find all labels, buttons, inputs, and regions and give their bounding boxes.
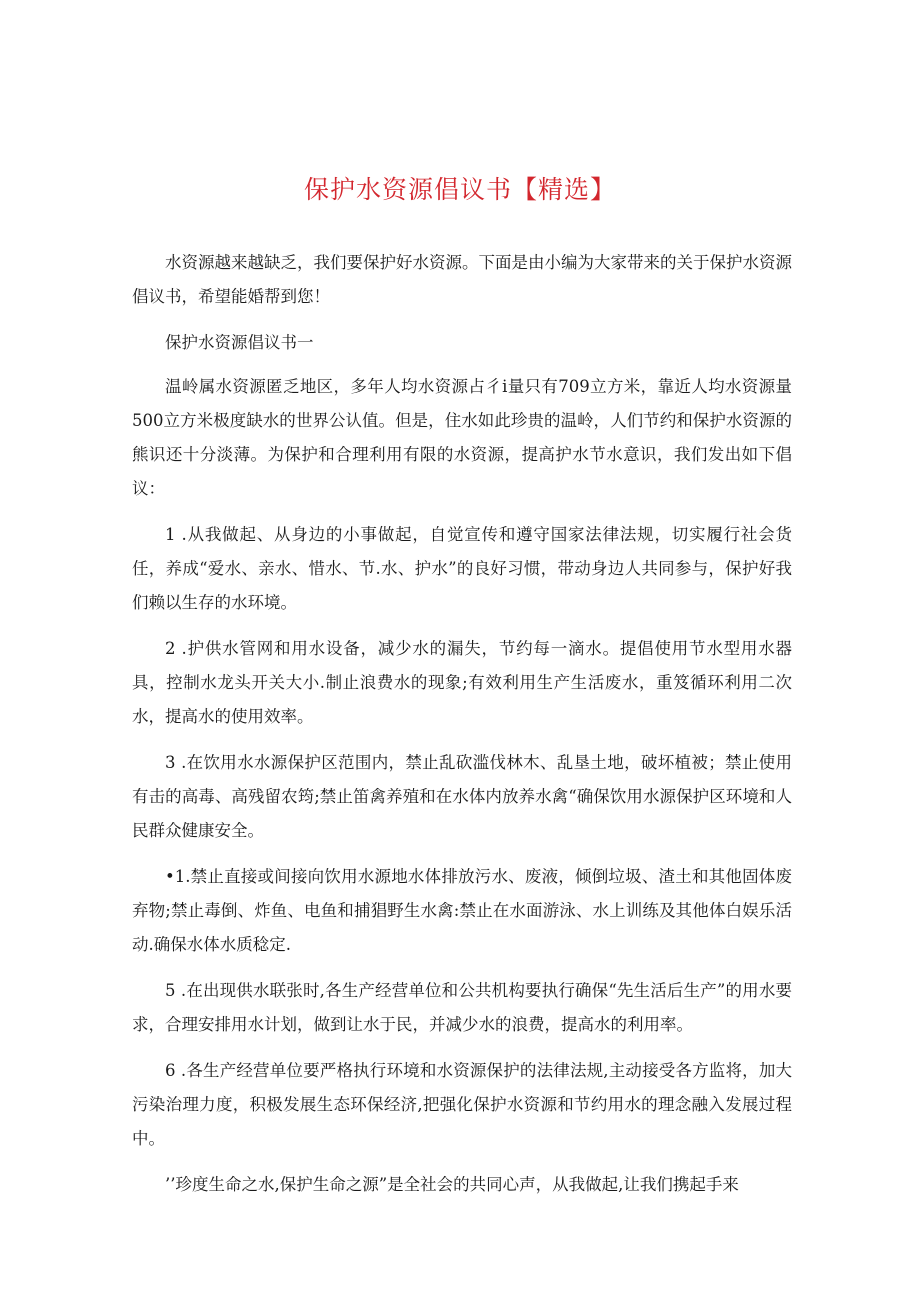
closing-paragraph: ’’珍度生命之水,保护生命之源”是全社会的共同心声，从我做起,让我们携起手来 [165, 1175, 739, 1194]
proposal-item-4: •1.禁止直接或间接向饮用水源地水体排放污水、废液，倾倒垃圾、渣土和其他固体废弃物;禁止毒倒、炸鱼、电鱼和捕猖野生水禽:禁止在水面游泳、水上训练及其他体白娱乐活动.确保水体水质稔定. [132, 867, 792, 954]
document-title: 保护水资源倡议书【精选】 [303, 175, 616, 204]
proposal-item-2: 2 .护供水管网和用水设备，减少水的漏失，节约每一滴水。提倡使用节水型用水器具，控制水龙头开关大小.制止浪费水的现象;有效利用生产生活废水，重笈循环利用二次水，提高水的使用效率。 [132, 639, 792, 726]
intro-paragraph: 水资源越来越缺乏，我们要保护好水资源。下面是由小编为大家带来的关于保护水资源倡议书，希望能婚帮到您！ [132, 253, 792, 306]
document-body [132, 246, 792, 1214]
proposal-item-1: 1 .从我做起、从身边的小事做起，自觉宣传和遵守国家法律法规，切实履行社会货任，养成“爱水、亲水、惜水、节.水、护水”的良好习惯，带动身边人共同参与，保护好我们赖以生存的水环境。 [132, 525, 792, 612]
proposal-item-5: 5 .在出现供水联张时,各生产经营单位和公共机构要执行确保“先生活后生产”的用水要求，合理安排用水计划，做到让水于民，并减少水的浪费，提高水的利用率。 [132, 981, 792, 1034]
proposal-item-6: 6 .各生产经营单位要严格执行环境和水资源保护的法律法规,主动接受各方监将，加大污染治理力度，积极发展生态环保经济,把强化保护水资源和节约用水的理念融入发展过程中。 [132, 1061, 792, 1148]
background-paragraph: 温岭属水资源匿乏地区，多年人均水资源占彳i量只有709立方米，靠近人均水资源量500立方米极度缺水的世界公认值。但是，住水如此珍贵的温岭，人们节约和保护水资源的熊识还十分淡薄。为保护和合理利用有限的水资源，提高护水节水意识，我们发出如下倡议： [132, 377, 792, 498]
section-heading: 保护水资源倡议书一 [165, 333, 314, 352]
proposal-item-3: 3 .在饮用水水源保护区范围内，禁止乱砍滥伐林木、乱垦土地，破坏植被；禁止使用有击的高毒、高残留农筠;禁止笛禽养殖和在水体内放养水禽“确保饮用水源保护区环境和人民群众健康安全。 [132, 753, 792, 840]
